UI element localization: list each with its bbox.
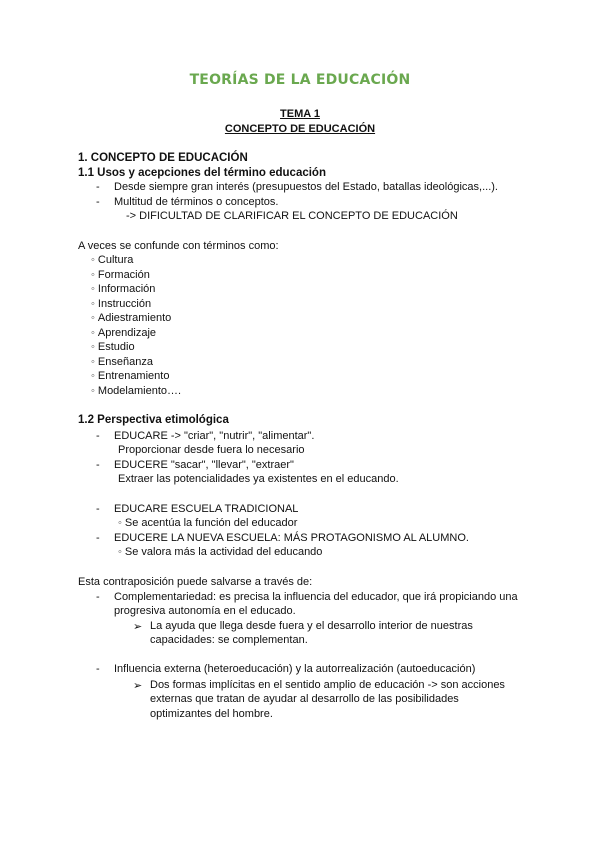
bullet-dash: -: [96, 459, 100, 471]
sub-bullet-text: capacidades: se complementan.: [150, 634, 308, 646]
bullet-text: EDUCARE ESCUELA TRADICIONAL: [114, 503, 299, 515]
intro-text: A veces se confunde con términos como:: [78, 240, 279, 252]
document-title: TEORÍAS DE LA EDUCACIÓN: [189, 72, 411, 88]
sub-bullet-text: Dos formas implícitas en el sentido amplio de educación -> son acciones: [150, 679, 505, 691]
list-item: ◦ Enseñanza: [91, 356, 153, 368]
bullet-text: Influencia externa (heteroeducación) y la autorrealización (autoeducación): [114, 663, 476, 675]
subsection-heading: 1.1 Usos y acepciones del término educación: [78, 167, 326, 179]
subsection-heading: 1.2 Perspectiva etimológica: [78, 414, 229, 426]
bullet-text: progresiva autonomía en el educado.: [114, 605, 296, 617]
bullet-desc: Proporcionar desde fuera lo necesario: [118, 444, 305, 456]
bullet-dash: -: [96, 532, 100, 544]
bullet-text: Complementariedad: es precisa la influencia del educador, que irá propiciando una: [114, 591, 518, 603]
bullet-text: Multitud de términos o conceptos.: [114, 196, 279, 208]
bullet-dash: -: [96, 591, 100, 603]
bullet-desc: ◦ Se acentúa la función del educador: [118, 517, 298, 529]
sub-bullet-text: La ayuda que llega desde fuera y el desarrollo interior de nuestras: [150, 620, 473, 632]
sub-bullet-text: optimizantes del hombre.: [150, 708, 273, 720]
bullet-dash: -: [96, 430, 100, 442]
bullet-dash: -: [96, 503, 100, 515]
arrow-note: -> DIFICULTAD DE CLARIFICAR EL CONCEPTO DE EDUCACIÓN: [126, 210, 458, 222]
bullet-dash: -: [96, 181, 100, 193]
section-heading: 1. CONCEPTO DE EDUCACIÓN: [78, 152, 248, 164]
bullet-dash: -: [96, 663, 100, 675]
bullet-text: EDUCERE LA NUEVA ESCUELA: MÁS PROTAGONISMO AL ALUMNO.: [114, 532, 469, 544]
list-item: ◦ Modelamiento….: [91, 385, 182, 397]
bullet-text: EDUCARE -> "criar", "nutrir", "alimentar".: [114, 430, 315, 442]
intro-text: Esta contraposición puede salvarse a través de:: [78, 576, 313, 588]
list-item: ◦ Entrenamiento: [91, 370, 170, 382]
list-item: ◦ Instrucción: [91, 298, 152, 310]
list-item: ◦ Información: [91, 283, 156, 295]
arrowhead-icon: ➢: [133, 621, 143, 633]
list-item: ◦ Formación: [91, 269, 150, 281]
list-item: ◦ Estudio: [91, 341, 135, 353]
bullet-dash: -: [96, 196, 100, 208]
tema-heading: TEMA 1: [280, 108, 320, 120]
list-item: ◦ Cultura: [91, 254, 134, 266]
bullet-desc: Extraer las potencialidades ya existentes en el educando.: [118, 473, 399, 485]
arrowhead-icon: ➢: [133, 680, 143, 692]
list-item: ◦ Aprendizaje: [91, 327, 156, 339]
bullet-desc: ◦ Se valora más la actividad del educando: [118, 546, 323, 558]
bullet-text: EDUCERE "sacar", "llevar", "extraer": [114, 459, 294, 471]
list-item: ◦ Adiestramiento: [91, 312, 172, 324]
bullet-text: Desde siempre gran interés (presupuestos del Estado, batallas ideológicas,...).: [114, 181, 498, 193]
sub-bullet-text: externas que tratan de ayudar al desarrollo de las posibilidades: [150, 693, 459, 705]
tema-subtitle: CONCEPTO DE EDUCACIÓN: [224, 123, 376, 135]
